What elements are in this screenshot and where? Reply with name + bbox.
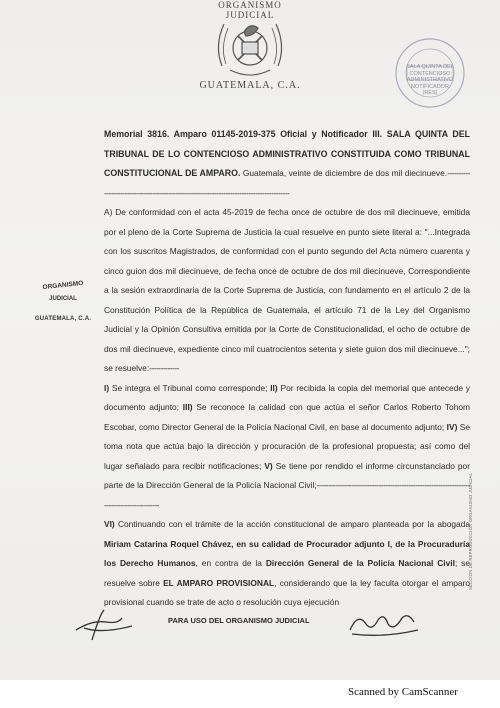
stamp-text: SALA QUINTA DEL CONTENCIOSO ADMINISTRATIVO NOTIFICADOR (RES) (406, 64, 454, 97)
point-vi-text-2: , en contra de la (195, 558, 266, 568)
heading-date: Guatemala, veinte de diciembre de dos mil diecinueve. (240, 168, 448, 178)
point-v-text: Se tiene por rendido el informe circunstanciado por parte de la Dirección General de la Policía Nacional Civil; (104, 460, 470, 490)
seal-bottom-text: GUATEMALA, C.A. (199, 80, 301, 91)
point-ii-number: II) (270, 382, 278, 393)
point-iv-text: Se toma nota que actúa bajo la dirección y procuración de la profesional propuesta; así como del lugar señalado para recibir notificaciones; (104, 421, 470, 471)
paragraph-a (104, 203, 470, 379)
coat-of-arms-icon (200, 6, 300, 86)
notifier-round-stamp (393, 36, 467, 110)
point-iv-number: IV) (446, 421, 458, 432)
left-signature (72, 604, 142, 644)
paragraph-a-dashes: ------------- (149, 363, 179, 373)
margin-stamp-line1: ORGANISMO (42, 279, 84, 292)
provisional-amparo: EL AMPARO PROVISIONAL (163, 577, 275, 588)
right-signature (344, 602, 424, 642)
petitioner-role: , en su calidad de Procurador adjunto I, de la Procuraduría los Derecho Humanos (104, 538, 470, 568)
point-v-number: V) (264, 460, 273, 471)
heading-dashes: ------------------------------------------------------------------------------------------- (104, 168, 470, 198)
point-ii-text: Por recibida la copia del memorial que antecede y documento adjunto; (104, 382, 470, 412)
scanned-by-label: Scanned by CamScanner (348, 686, 458, 698)
point-iii-text: Se reconoce la calidad con que actúa el señor Carlos Roberto Tohom Escobar, como Director General de la Policía Nacional Civil, en base al documento adjunto; (104, 402, 470, 432)
respondent-name: Dirección General de la Policía Nacional Civil (265, 558, 455, 568)
point-vi-number: VI) (104, 519, 115, 529)
point-vi-text-1: Continuando con el trámite de la acción constitucional de amparo planteada por la abogada (114, 519, 470, 529)
margin-stamp-line3: GUATEMALA, C.A. (34, 316, 92, 323)
heading-bold: Memorial 3816. Amparo 01145-2019-375 Oficial y Notificador III. SALA QUINTA DEL TRIBUNAL DE LO CONTENCIOSO ADMINISTRATIVO CONSTITUIDA COMO TRIBUNAL CONSTITUCIONAL DE AMPARO. (104, 129, 470, 178)
point-iii-number: III) (182, 402, 193, 412)
paragraph-vi (104, 515, 470, 613)
side-note: SECCIÓN DE REPRODUCCIÓN ORGANISMO JUDICIAL (468, 472, 473, 590)
point-i-number: I) (104, 382, 110, 393)
coat-of-arms-seal (200, 0, 300, 96)
margin-stamp-line2: JUDICIAL (49, 296, 77, 303)
footer-label: PARA USO DEL ORGANISMO JUDICIAL (168, 616, 310, 625)
margin-org-stamp (28, 279, 98, 324)
heading-paragraph (104, 125, 470, 203)
seal-top-text: ORGANISMO JUDICIAL (218, 0, 282, 20)
point-v-dashes: ------------------------------------------------------------------------------------------- (104, 480, 470, 510)
point-vi-text-4: , considerando que la ley faculta otorgar el amparo provisional cuando se trate de acto o resolución cuya ejecución (104, 577, 470, 607)
resolution-points (104, 379, 470, 516)
point-vi-text-3: ; se resuelve sobre (104, 558, 471, 588)
paragraph-a-text: A) De conformidad con el acta 45-2019 de fecha once de octubre de dos mil diecinueve, emitida por el pleno de la Corte Suprema de Justicia la cual resuelve en punto siete literal a: "...Integrada con los suscritos Magistrados, de conformidad con el punto segundo del Acta número cuarenta y cinco guion dos mil diecinueve, de fecha once de octubre de dos mil diecinueve, Correspondiente a la sesión extraordinaria de la Corte Suprema de Justicia, con fundamento en el artículo 2 de la Constitución Política de la República de Guatemala, el artículo 71 de la Ley del Organismo Judicial y la Opinión Consultiva emitida por la Corte de Constitucionalidad, el ocho de octubre de dos mil diecinueve, expediente cinco mil cuatrocientos setenta y siete guion dos mil diecinueve..."; se resuelve: (104, 207, 470, 373)
point-i-text: Se integra el Tribunal como corresponde; (109, 382, 271, 393)
resolution-body (104, 125, 470, 613)
petitioner-name: Miriam Catarina Roquel Chávez (104, 538, 232, 549)
